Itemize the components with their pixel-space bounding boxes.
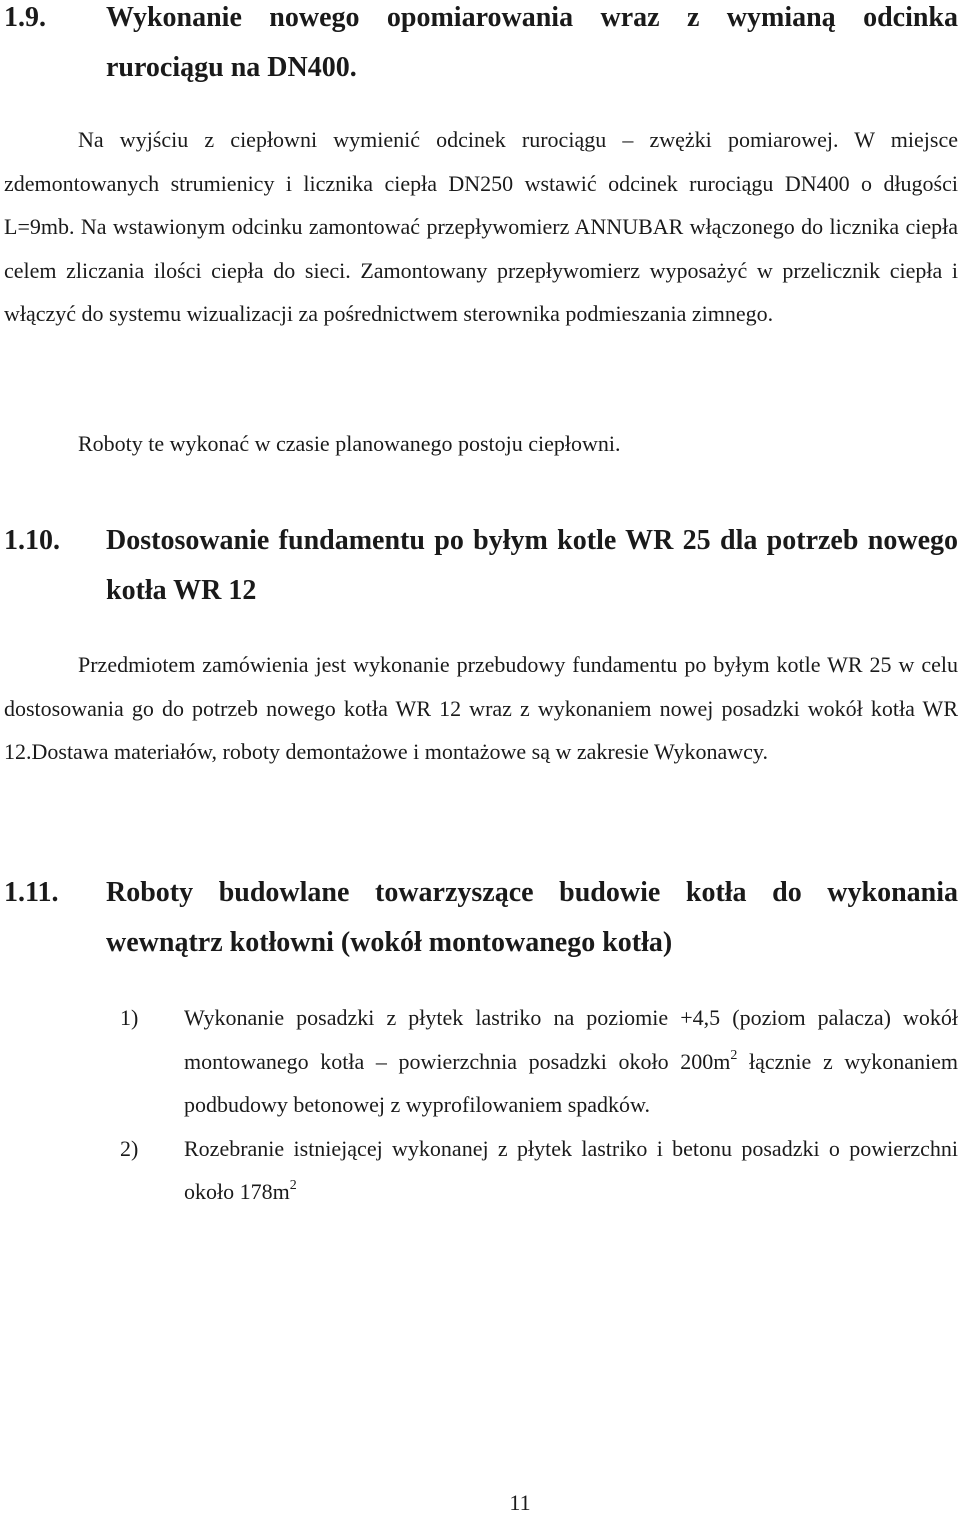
page-number: 11 <box>509 1490 531 1515</box>
list-item-text-main: Wykonanie posadzki z płytek lastriko na poziomie +4,5 (poziom palacza) wokół montowanego kotła – powierzchnia posadzki około 200m <box>184 1005 958 1074</box>
superscript: 2 <box>289 1178 297 1193</box>
list-item-text <box>184 1136 958 1205</box>
numbered-list <box>0 996 960 1214</box>
list-item-text <box>184 1005 958 1117</box>
section-number: 1.10. <box>4 525 60 556</box>
paragraph: Przedmiotem zamówienia jest wykonanie przebudowy fundamentu po byłym kotle WR 25 w celu dostosowania go do potrzeb nowego kotła WR 12 wraz z wykonaniem nowej posadzki wokół kotła WR 12.Dostawa materiałów, roboty demontażowe i montażowe są w zakresie Wykonawcy. <box>4 652 958 764</box>
section-heading-1-11 <box>4 868 958 968</box>
list-marker: 2) <box>120 1135 139 1161</box>
paragraph: Roboty te wykonać w czasie planowanego postoju ciepłowni. <box>78 431 621 456</box>
list-item-text-after: łącznie z wykonaniem podbudowy betonowej z wyprofilowaniem spadków. <box>184 1048 958 1117</box>
section-title: Wykonanie nowego opomiarowania wraz z wymianą odcinka rurociągu na DN400. <box>106 2 958 83</box>
list-item <box>0 996 958 1127</box>
section-number: 1.11. <box>4 877 59 908</box>
section-heading-1-9 <box>4 0 958 93</box>
superscript: 2 <box>730 1047 738 1063</box>
section-heading-1-10 <box>4 516 958 616</box>
section-title: Roboty budowlane towarzyszące budowie kotła do wykonania wewnątrz kotłowni (wokół montowanego kotła) <box>106 877 958 958</box>
list-item-text-main: Rozebranie istniejącej wykonanej z płytek lastriko i betonu posadzki o powierzchni około 178m <box>184 1135 958 1204</box>
section-number: 1.9. <box>4 2 46 33</box>
list-marker: 1) <box>120 1005 139 1030</box>
list-item <box>0 1127 958 1214</box>
section-title: Dostosowanie fundamentu po byłym kotle WR 25 dla potrzeb nowego kotła WR 12 <box>106 525 958 606</box>
paragraph: Na wyjściu z ciepłowni wymienić odcinek rurociągu – zwężki pomiarowej. W miejsce zdemontowanych strumienicy i licznika ciepła DN250 wstawić odcinek rurociągu DN400 o długości L=9mb. Na wstawionym odcinku zamontować przepływomierz ANNUBAR włączonego do licznika ciepła celem zliczania ilości ciepła do sieci. Zamontowany przepływomierz wyposażyć w przelicznik ciepła i włączyć do systemu wizualizacji za pośrednictwem sterownika podmieszania zimnego. <box>4 127 958 326</box>
